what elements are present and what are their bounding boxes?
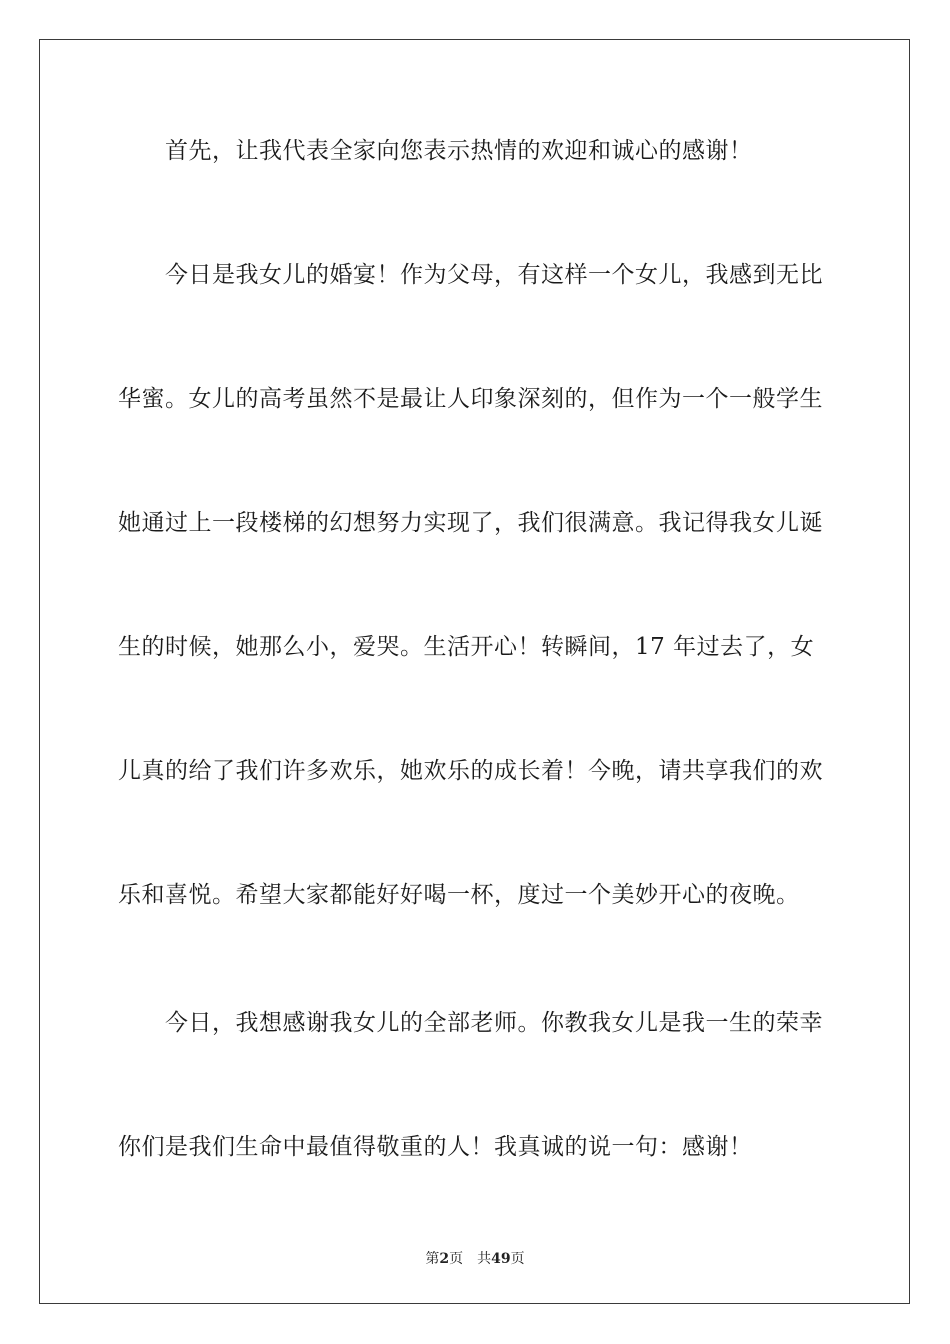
paragraph-line-5: 生的时候，她那么小，爱哭。生活开心！转瞬间，17 年过去了，女 — [118, 634, 815, 660]
total-prefix: 共 — [477, 1251, 492, 1267]
page-border — [39, 39, 910, 1304]
page-number: 2 — [439, 1251, 450, 1267]
page-suffix: 页 — [449, 1251, 464, 1267]
total-suffix: 页 — [510, 1251, 525, 1267]
paragraph-line-4: 她通过上一段楼梯的幻想努力实现了，我们很满意。我记得我女儿诞 — [118, 510, 823, 536]
paragraph-line-6: 儿真的给了我们许多欢乐，她欢乐的成长着！今晚，请共享我们的欢 — [118, 758, 823, 784]
total-pages: 49 — [491, 1251, 511, 1267]
paragraph-line-1: 首先，让我代表全家向您表示热情的欢迎和诚心的感谢！ — [165, 138, 753, 164]
paragraph-line-9: 你们是我们生命中最值得敬重的人！我真诚的说一句：感谢！ — [118, 1134, 753, 1160]
paragraph-line-7: 乐和喜悦。希望大家都能好好喝一杯，度过一个美妙开心的夜晚。 — [118, 882, 800, 908]
page-footer — [0, 1248, 950, 1268]
paragraph-line-8: 今日，我想感谢我女儿的全部老师。你教我女儿是我一生的荣幸 — [165, 1010, 823, 1036]
page-prefix: 第 — [425, 1251, 440, 1267]
paragraph-line-2: 今日是我女儿的婚宴！作为父母，有这样一个女儿，我感到无比 — [165, 262, 823, 288]
paragraph-line-3: 华蜜。女儿的高考虽然不是最让人印象深刻的，但作为一个一般学生 — [118, 386, 823, 412]
